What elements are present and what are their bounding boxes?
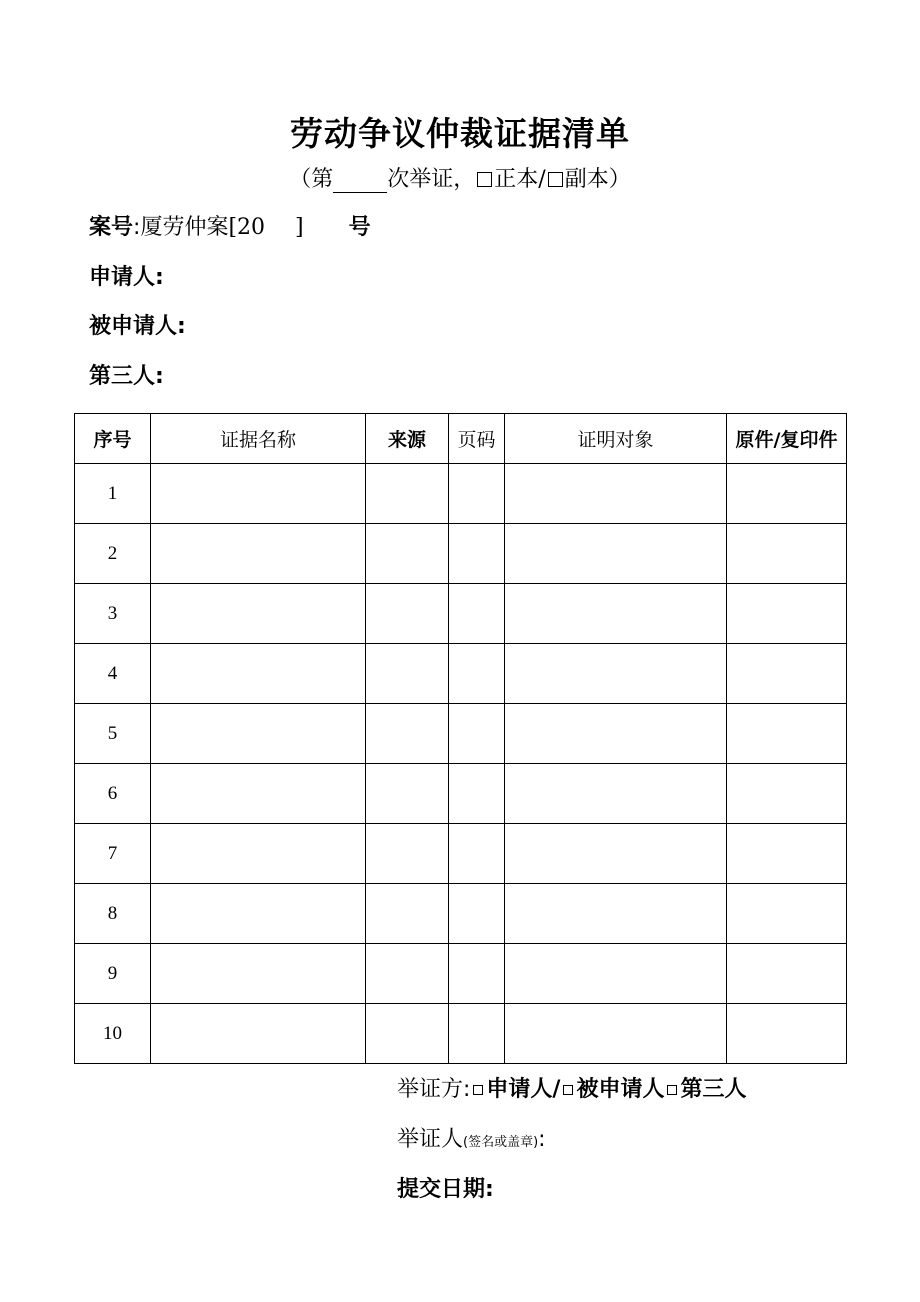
serial-cell: 4 — [75, 644, 151, 704]
evidence-name-cell[interactable] — [151, 584, 366, 644]
respondent-line — [89, 309, 186, 340]
submitter-option-respondent: 被申请人 — [576, 1077, 665, 1102]
page-number-cell[interactable] — [449, 464, 505, 524]
original-copy-cell[interactable] — [727, 884, 847, 944]
subtitle-prefix: （第 — [289, 167, 334, 192]
source-cell[interactable] — [366, 884, 449, 944]
evidence-name-cell[interactable] — [151, 764, 366, 824]
header-page-number: 页码 — [449, 414, 505, 464]
table-row — [75, 584, 847, 644]
submitter-applicant-checkbox[interactable] — [473, 1085, 483, 1095]
page-title: 劳动争议仲裁证据清单 — [290, 114, 630, 153]
signer-colon: : — [538, 1127, 546, 1152]
header-proof-object: 证明对象 — [505, 414, 727, 464]
submitter-line — [397, 1072, 747, 1103]
third-party-line — [89, 359, 164, 390]
serial-cell: 6 — [75, 764, 151, 824]
signer-note: (签名或盖章) — [463, 1135, 539, 1150]
source-cell[interactable] — [366, 1004, 449, 1064]
original-copy-cell[interactable] — [727, 644, 847, 704]
evidence-name-cell[interactable] — [151, 884, 366, 944]
table-row — [75, 824, 847, 884]
submitter-respondent-checkbox[interactable] — [563, 1085, 573, 1095]
original-copy-cell[interactable] — [727, 944, 847, 1004]
subtitle — [0, 162, 920, 193]
copy-checkbox[interactable] — [548, 172, 563, 187]
original-copy-cell[interactable] — [727, 524, 847, 584]
serial-cell: 10 — [75, 1004, 151, 1064]
table-row — [75, 944, 847, 1004]
serial-cell: 5 — [75, 704, 151, 764]
evidence-name-cell[interactable] — [151, 1004, 366, 1064]
page-number-cell[interactable] — [449, 944, 505, 1004]
serial-cell: 3 — [75, 584, 151, 644]
source-cell[interactable] — [366, 584, 449, 644]
original-checkbox[interactable] — [477, 172, 492, 187]
page-number-cell[interactable] — [449, 824, 505, 884]
page-number-cell[interactable] — [449, 524, 505, 584]
proof-object-cell[interactable] — [505, 644, 727, 704]
case-number-label: 案号 — [89, 215, 134, 240]
table-row — [75, 704, 847, 764]
original-copy-cell[interactable] — [727, 1004, 847, 1064]
page-number-cell[interactable] — [449, 1004, 505, 1064]
table-row — [75, 884, 847, 944]
table-row — [75, 464, 847, 524]
source-cell[interactable] — [366, 524, 449, 584]
respondent-label: 被申请人: — [89, 314, 186, 339]
table-row — [75, 1004, 847, 1064]
serial-cell: 9 — [75, 944, 151, 1004]
signer-line — [397, 1122, 546, 1153]
page-number-cell[interactable] — [449, 584, 505, 644]
table-body — [75, 464, 847, 1064]
proof-object-cell[interactable] — [505, 464, 727, 524]
signer-label: 举证人 — [397, 1127, 464, 1152]
submitter-label: 举证方: — [397, 1077, 471, 1102]
applicant-line — [89, 260, 164, 291]
proof-object-cell[interactable] — [505, 524, 727, 584]
table-row — [75, 764, 847, 824]
source-cell[interactable] — [366, 764, 449, 824]
header-source: 来源 — [366, 414, 449, 464]
case-number-suffix: 号 — [348, 215, 371, 240]
evidence-name-cell[interactable] — [151, 464, 366, 524]
page-number-cell[interactable] — [449, 644, 505, 704]
serial-cell: 1 — [75, 464, 151, 524]
proof-object-cell[interactable] — [505, 704, 727, 764]
evidence-name-cell[interactable] — [151, 824, 366, 884]
proof-object-cell[interactable] — [505, 584, 727, 644]
page-number-cell[interactable] — [449, 884, 505, 944]
evidence-table — [74, 413, 847, 1064]
original-copy-cell[interactable] — [727, 704, 847, 764]
case-number-line — [89, 210, 371, 241]
source-cell[interactable] — [366, 824, 449, 884]
serial-cell: 8 — [75, 884, 151, 944]
page-number-cell[interactable] — [449, 704, 505, 764]
source-cell[interactable] — [366, 464, 449, 524]
original-copy-cell[interactable] — [727, 584, 847, 644]
original-copy-cell[interactable] — [727, 764, 847, 824]
table-header-row — [75, 414, 847, 464]
submitter-third-party-checkbox[interactable] — [667, 1085, 677, 1095]
original-copy-cell[interactable] — [727, 464, 847, 524]
header-evidence-name: 证据名称 — [151, 414, 366, 464]
case-number-bracket: ] — [295, 215, 304, 240]
third-party-label: 第三人: — [89, 364, 164, 389]
subtitle-middle: 次举证， — [387, 167, 476, 192]
option-copy-label: 副本） — [564, 167, 631, 192]
original-copy-cell[interactable] — [727, 824, 847, 884]
source-cell[interactable] — [366, 944, 449, 1004]
case-number-value: 厦劳仲案[20 — [140, 215, 266, 240]
option-original-label: 正本/ — [494, 167, 546, 192]
table-row — [75, 524, 847, 584]
proof-object-cell[interactable] — [505, 824, 727, 884]
submission-count-blank[interactable] — [333, 170, 387, 193]
submitter-option-third-party: 第三人 — [680, 1077, 747, 1102]
applicant-label: 申请人: — [89, 265, 164, 290]
table-row — [75, 644, 847, 704]
case-number-colon: : — [133, 215, 141, 240]
submitter-option-applicant: 申请人/ — [486, 1077, 561, 1102]
serial-cell: 7 — [75, 824, 151, 884]
serial-cell: 2 — [75, 524, 151, 584]
source-cell[interactable] — [366, 644, 449, 704]
proof-object-cell[interactable] — [505, 884, 727, 944]
evidence-name-cell[interactable] — [151, 704, 366, 764]
date-label: 提交日期: — [397, 1177, 494, 1202]
page-number-cell[interactable] — [449, 764, 505, 824]
header-original-copy: 原件/复印件 — [727, 414, 847, 464]
evidence-name-cell[interactable] — [151, 944, 366, 1004]
source-cell[interactable] — [366, 704, 449, 764]
date-line — [397, 1172, 494, 1203]
evidence-name-cell[interactable] — [151, 524, 366, 584]
proof-object-cell[interactable] — [505, 1004, 727, 1064]
header-serial: 序号 — [75, 414, 151, 464]
evidence-name-cell[interactable] — [151, 644, 366, 704]
proof-object-cell[interactable] — [505, 944, 727, 1004]
proof-object-cell[interactable] — [505, 764, 727, 824]
